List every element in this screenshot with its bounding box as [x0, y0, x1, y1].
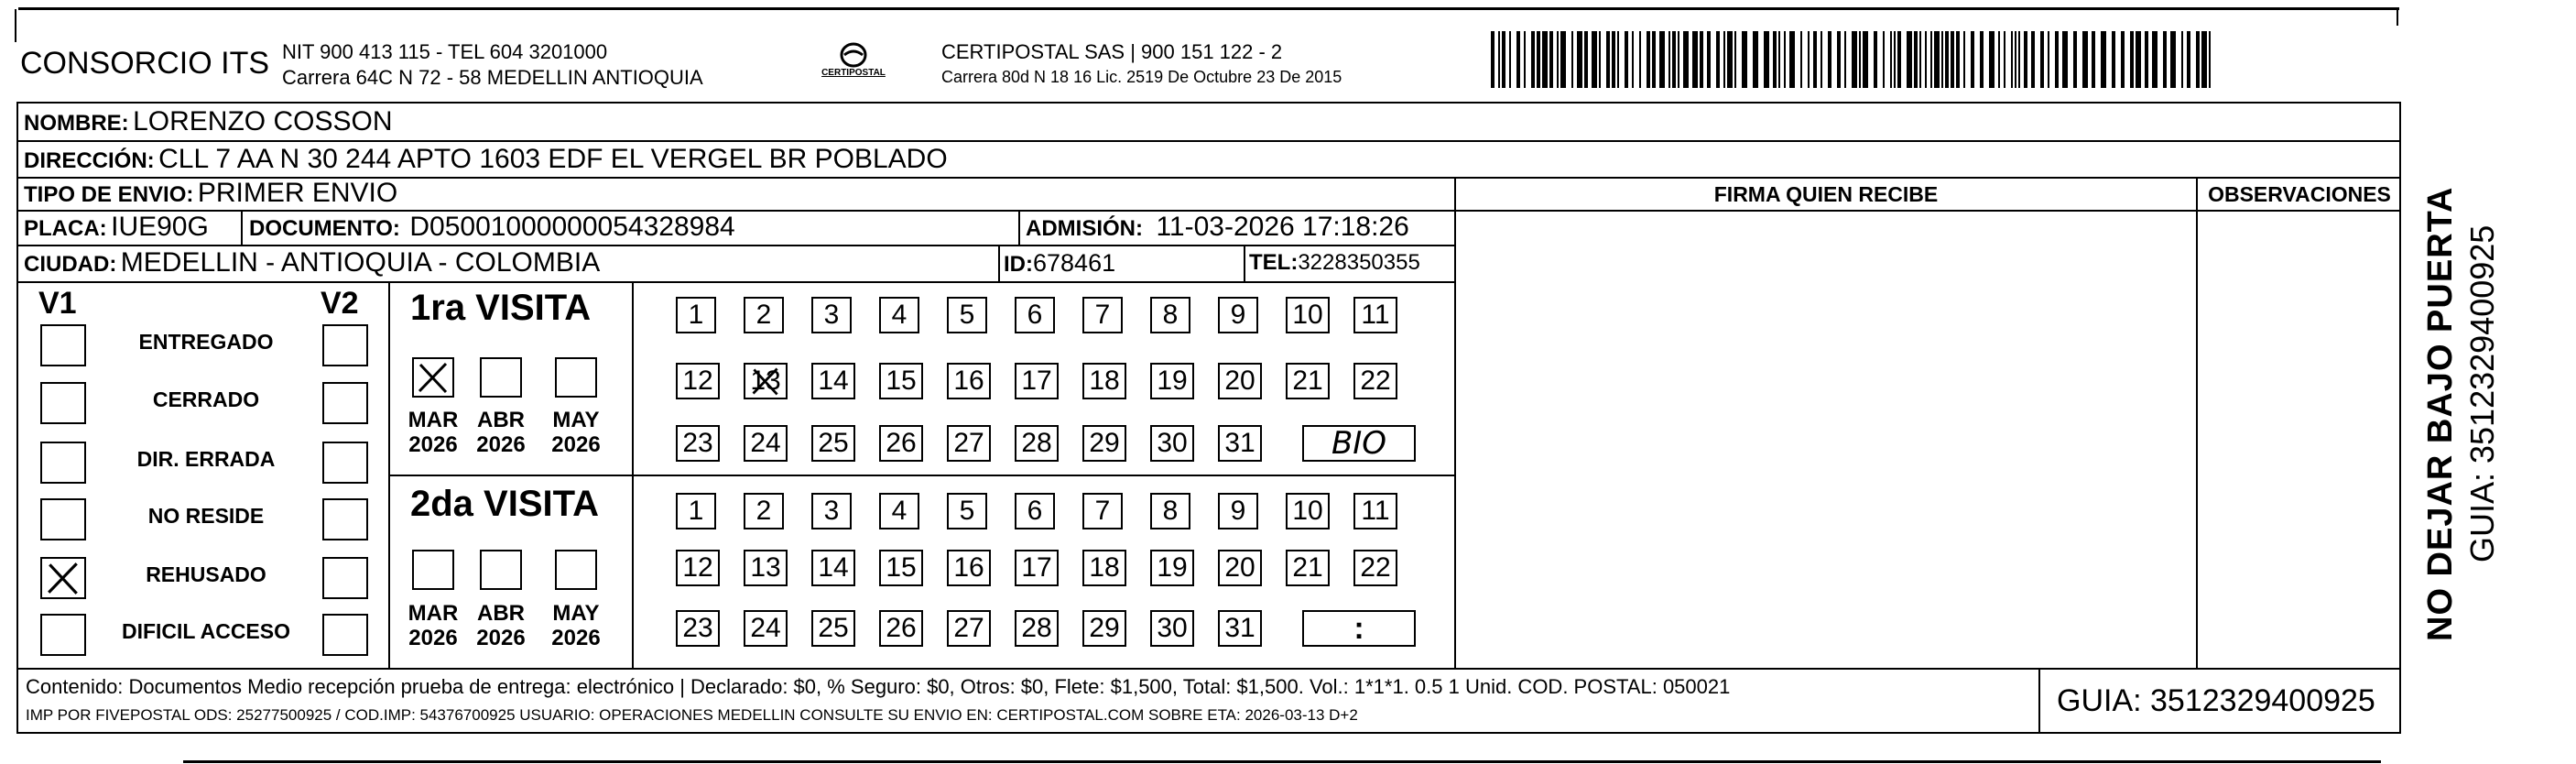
day-box[interactable]: 10: [1286, 493, 1330, 529]
day-box[interactable]: 19: [1150, 363, 1194, 399]
day-box[interactable]: 14: [811, 363, 855, 399]
certipostal-logo: [817, 40, 890, 88]
logo-text: CERTIPOSTAL: [821, 68, 886, 78]
company-name: CONSORCIO ITS: [20, 46, 270, 81]
month-name: ABR: [477, 408, 525, 432]
day-box[interactable]: 22: [1353, 550, 1397, 586]
day-box[interactable]: 29: [1082, 610, 1126, 647]
footer-content: Contenido: Documentos Medio recepción prueba de entrega: electrónico | Declarado: $0, % Seguro: $0, Otros: $0, Flete: $1,500, Total: $1,500. Vol.: 1*1*1. 0.5 1 Unid. COD. POSTAL: 050021: [26, 675, 1731, 698]
month-year: 2026: [551, 626, 601, 650]
scan-border-bottom: [183, 760, 2381, 763]
day-box[interactable]: 23: [676, 425, 720, 462]
scan-mark-right: [2397, 7, 2398, 26]
v2-checkbox[interactable]: [322, 498, 368, 540]
day-box[interactable]: 11: [1353, 493, 1397, 529]
month-label: [401, 601, 465, 650]
day-box[interactable]: 19: [1150, 550, 1194, 586]
day-box[interactable]: 18: [1082, 363, 1126, 399]
day-box[interactable]: 5: [947, 493, 987, 529]
admission-cell: [1026, 210, 1409, 249]
month-name: MAR: [408, 601, 459, 626]
v2-checkbox[interactable]: [322, 382, 368, 424]
day-box[interactable]: 25: [811, 425, 855, 462]
day-box[interactable]: 3: [811, 493, 852, 529]
carrier-name: CERTIPOSTAL SAS | 900 151 122 - 2: [941, 40, 1283, 63]
document-label: DOCUMENTO:: [249, 216, 400, 241]
city-label: CIUDAD:: [24, 252, 117, 277]
city-value: MEDELLIN - ANTIOQUIA - COLOMBIA: [120, 247, 601, 278]
company-nit: NIT 900 413 115 - TEL 604 3201000: [282, 40, 608, 63]
address-label: DIRECCIÓN:: [24, 148, 155, 173]
day-box[interactable]: 22: [1353, 363, 1397, 399]
day-box[interactable]: 5: [947, 297, 987, 333]
day-box[interactable]: 26: [879, 425, 923, 462]
status-label: CERRADO: [152, 387, 260, 411]
day-box[interactable]: 13: [744, 363, 788, 399]
day-box[interactable]: 1: [676, 493, 716, 529]
status-label: ENTREGADO: [138, 330, 274, 354]
day-box[interactable]: 25: [811, 610, 855, 647]
status-label: REHUSADO: [146, 562, 266, 586]
day-box[interactable]: 8: [1150, 297, 1190, 333]
day-box[interactable]: 16: [947, 550, 991, 586]
observations-left-border: [2196, 177, 2198, 668]
day-box[interactable]: 21: [1286, 363, 1330, 399]
document-value: D05001000000054328984: [409, 212, 735, 242]
day-box[interactable]: 17: [1015, 363, 1059, 399]
admission-value: 11-03-2026 17:18:26: [1156, 212, 1409, 242]
name-row: [24, 104, 392, 145]
admission-label: ADMISIÓN:: [1026, 216, 1143, 241]
scan-mark-left: [15, 9, 16, 42]
month-checkbox[interactable]: [480, 550, 522, 590]
type-label: TIPO DE ENVIO:: [24, 182, 194, 207]
signature-header: FIRMA QUIEN RECIBE: [1713, 182, 1939, 206]
day-box[interactable]: 31: [1218, 610, 1262, 647]
tel-cell: [1249, 245, 1420, 284]
month-year: 2026: [476, 432, 526, 457]
day-box[interactable]: 24: [744, 425, 788, 462]
guia-divider: [2038, 668, 2040, 734]
day-box[interactable]: 30: [1150, 610, 1194, 647]
day-box[interactable]: 1: [676, 297, 716, 333]
day-box[interactable]: 17: [1015, 550, 1059, 586]
handwritten-x-mark: [745, 365, 786, 398]
admission-divider: [1018, 210, 1020, 245]
month-checkbox[interactable]: [555, 550, 597, 590]
month-checkbox[interactable]: [412, 550, 454, 590]
day-box[interactable]: 8: [1150, 493, 1190, 529]
day-box[interactable]: 15: [879, 363, 923, 399]
visit2-title: 2da VISITA: [410, 484, 599, 524]
day-box[interactable]: 4: [879, 297, 919, 333]
month-name: ABR: [477, 601, 525, 626]
tel-label: TEL:: [1249, 250, 1299, 275]
day-box[interactable]: 16: [947, 363, 991, 399]
month-checkbox[interactable]: [412, 357, 454, 398]
day-box[interactable]: 29: [1082, 425, 1126, 462]
status-divider: [388, 281, 390, 668]
day-box[interactable]: 15: [879, 550, 923, 586]
day-box[interactable]: 28: [1015, 610, 1059, 647]
footer-print-info: IMP POR FIVEPOSTAL ODS: 25277500925 / COD.IMP: 54376700925 USUARIO: OPERACIONES MEDELLIN CONSULTE SU ENVIO EN: CERTIPOSTAL.COM SOBRE ETA: 2026-03-13 D+2: [26, 706, 1358, 724]
day-box[interactable]: 23: [676, 610, 720, 647]
day-box[interactable]: 12: [676, 550, 720, 586]
month-label: [544, 601, 608, 650]
month-name: MAR: [408, 408, 459, 432]
day-box[interactable]: 4: [879, 493, 919, 529]
plate-label: PLACA:: [24, 216, 107, 241]
status-label: NO RESIDE: [147, 504, 265, 528]
day-box[interactable]: 9: [1218, 493, 1258, 529]
status-label: DIR. ERRADA: [136, 447, 276, 471]
day-box[interactable]: 7: [1082, 493, 1123, 529]
v2-checkbox[interactable]: [322, 442, 368, 484]
v1-checkbox[interactable]: [40, 382, 86, 424]
day-box[interactable]: 3: [811, 297, 852, 333]
id-value: 678461: [1033, 249, 1116, 277]
month-label: [544, 408, 608, 457]
id-label: ID:: [1004, 252, 1033, 277]
handwritten-time[interactable]: BIO: [1302, 425, 1416, 462]
signature-left-border: [1454, 177, 1456, 668]
day-box[interactable]: 18: [1082, 550, 1126, 586]
day-box[interactable]: 24: [744, 610, 788, 647]
day-box[interactable]: 31: [1218, 425, 1262, 462]
v1-checkbox[interactable]: [40, 557, 86, 599]
v1-checkbox[interactable]: [40, 614, 86, 656]
shipment-type: PRIMER ENVIO: [197, 178, 398, 208]
month-year: 2026: [476, 626, 526, 650]
side-guia: GUIA: 3512329400925: [2463, 224, 2501, 562]
v2-checkbox[interactable]: [322, 614, 368, 656]
month-label: [401, 408, 465, 457]
v2-checkbox[interactable]: [322, 557, 368, 599]
tel-divider: [1244, 245, 1245, 281]
day-box[interactable]: 2: [744, 297, 784, 333]
month-year: 2026: [408, 626, 458, 650]
id-divider: [998, 245, 1000, 281]
month-divider: [632, 281, 634, 668]
month-label: [469, 408, 533, 457]
v1-checkbox[interactable]: [40, 442, 86, 484]
company-address: Carrera 64C N 72 - 58 MEDELLIN ANTIOQUIA: [282, 66, 703, 89]
month-label: [469, 601, 533, 650]
month-name: MAY: [552, 408, 600, 432]
recipient-address: CLL 7 AA N 30 244 APTO 1603 EDF EL VERGEL BR POBLADO: [158, 144, 948, 174]
day-box[interactable]: 20: [1218, 550, 1262, 586]
v1-checkbox[interactable]: [40, 324, 86, 366]
right-header-divider: [1454, 210, 2401, 212]
month-year: 2026: [551, 432, 601, 457]
handwritten-x-mark: [42, 559, 84, 597]
plate-value: IUE90G: [111, 212, 209, 242]
v1-checkbox[interactable]: [40, 498, 86, 540]
month-checkbox[interactable]: [555, 357, 597, 398]
visit1-title: 1ra VISITA: [410, 288, 592, 328]
day-box[interactable]: 9: [1218, 297, 1258, 333]
day-box[interactable]: 10: [1286, 297, 1330, 333]
day-box[interactable]: 14: [811, 550, 855, 586]
plate-divider: [241, 210, 243, 245]
v2-checkbox[interactable]: [322, 324, 368, 366]
footer-guia: GUIA: 3512329400925: [2057, 683, 2375, 718]
day-box[interactable]: 26: [879, 610, 923, 647]
name-label: NOMBRE:: [24, 111, 129, 136]
day-box[interactable]: 21: [1286, 550, 1330, 586]
visit-divider: [388, 475, 1456, 476]
day-box[interactable]: 6: [1015, 493, 1055, 529]
day-box[interactable]: 30: [1150, 425, 1194, 462]
barcode: [1491, 31, 2223, 88]
scan-border-top: [18, 7, 2399, 10]
document-cell: [249, 210, 735, 249]
day-box[interactable]: 27: [947, 610, 991, 647]
month-year: 2026: [408, 432, 458, 457]
recipient-name: LORENZO COSSON: [133, 106, 393, 136]
id-cell: [1004, 245, 1115, 286]
day-box[interactable]: 7: [1082, 297, 1123, 333]
day-box[interactable]: 11: [1353, 297, 1397, 333]
type-row: [24, 177, 397, 214]
day-box[interactable]: 28: [1015, 425, 1059, 462]
city-cell: [24, 245, 600, 286]
v2-header: V2: [321, 286, 359, 321]
handwritten-x-mark: [414, 359, 452, 396]
footer-divider: [16, 668, 2401, 670]
time-box[interactable]: :: [1302, 610, 1416, 647]
tel-value: 3228350355: [1298, 250, 1420, 275]
status-label: DIFICIL ACCESO: [121, 619, 290, 643]
v1-header: V1: [38, 286, 77, 321]
day-box[interactable]: 13: [744, 550, 788, 586]
day-box[interactable]: 20: [1218, 363, 1262, 399]
side-warning: NO DEJAR BAJO PUERTA: [2421, 186, 2460, 641]
day-box[interactable]: 6: [1015, 297, 1055, 333]
month-checkbox[interactable]: [480, 357, 522, 398]
observations-header: OBSERVACIONES: [2208, 182, 2391, 206]
carrier-license: Carrera 80d N 18 16 Lic. 2519 De Octubre 23 De 2015: [941, 68, 1342, 86]
day-box[interactable]: 2: [744, 493, 784, 529]
day-box[interactable]: 27: [947, 425, 991, 462]
day-box[interactable]: 12: [676, 363, 720, 399]
month-name: MAY: [552, 601, 600, 626]
plate-cell: [24, 210, 209, 249]
